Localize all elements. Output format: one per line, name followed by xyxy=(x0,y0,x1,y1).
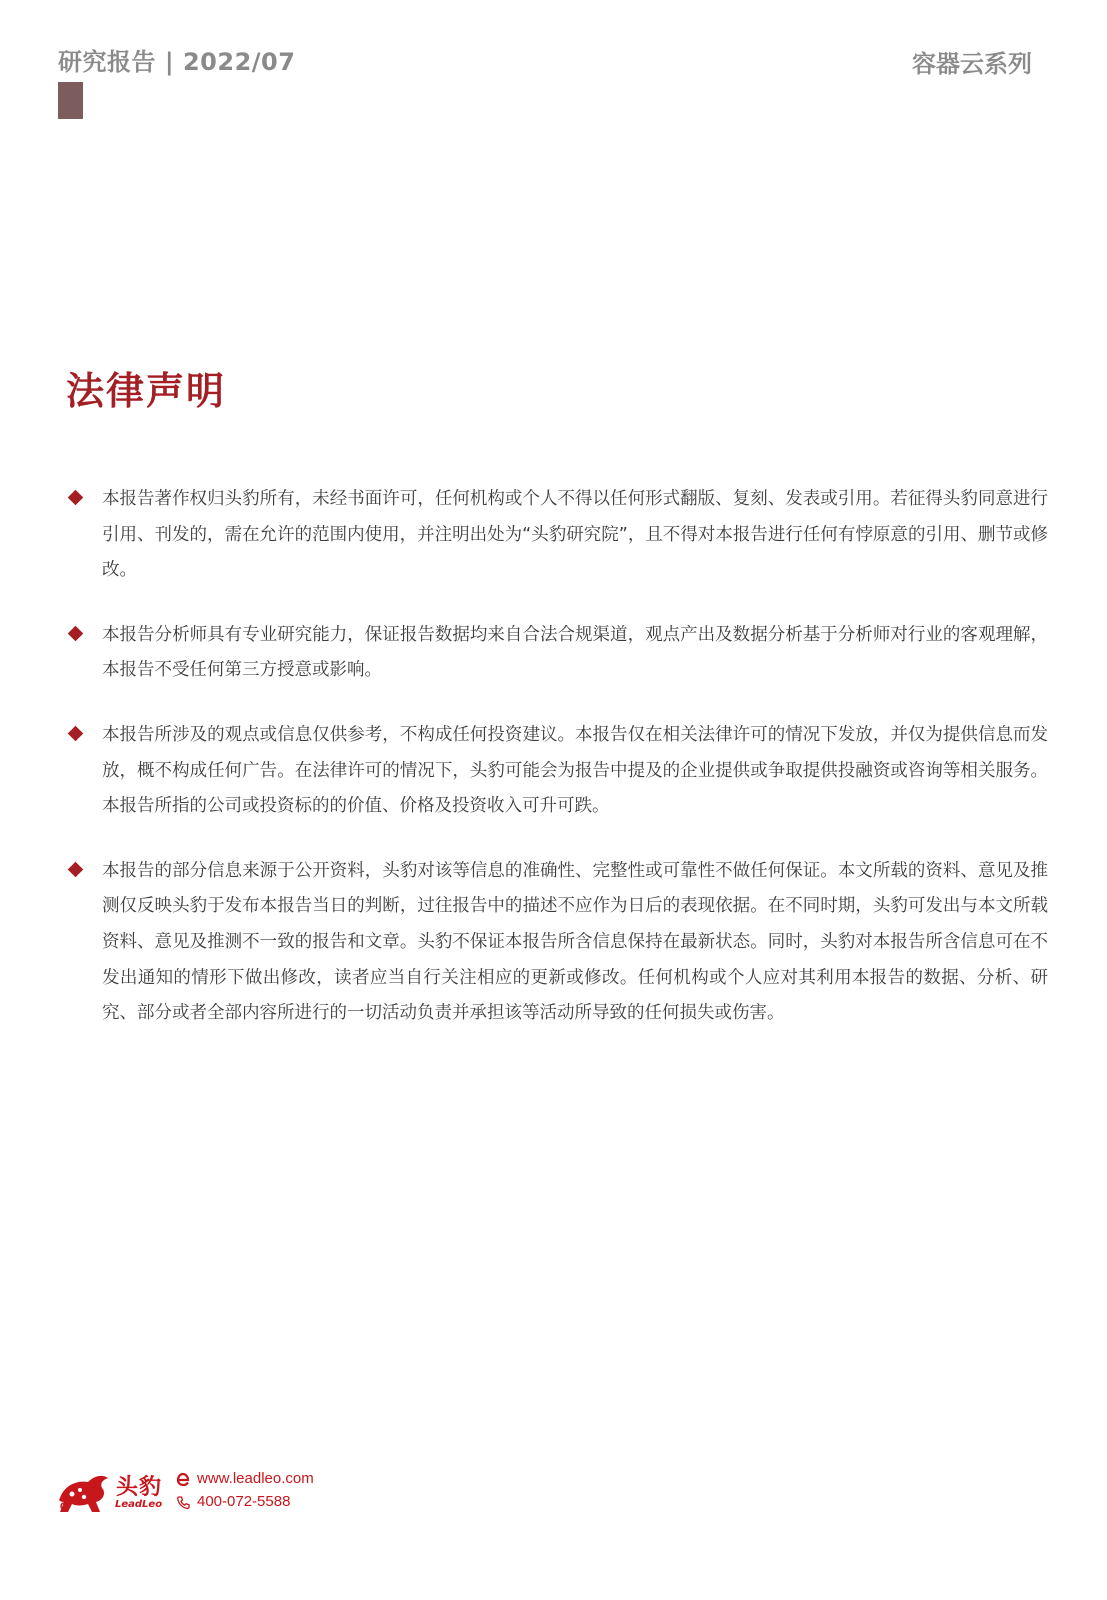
diamond-bullet-icon xyxy=(68,490,84,506)
list-item-text: 本报告所涉及的观点或信息仅供参考，不构成任何投资建议。本报告仅在相关法律许可的情况下发放，并仅为提供信息而发放，概不构成任何广告。在法律许可的情况下，头豹可能会为报告中提及的企业提供或争取提供投融资或咨询等相关服务。本报告所指的公司或投资标的的价值、价格及投资收入可升可跌。 xyxy=(102,724,1048,817)
phone-icon xyxy=(176,1495,191,1510)
list-item xyxy=(66,854,1048,1032)
diamond-bullet-icon xyxy=(68,626,84,642)
list-item-text: 本报告著作权归头豹所有，未经书面许可，任何机构或个人不得以任何形式翻版、复刻、发表或引用。若征得头豹同意进行引用、刊发的，需在允许的范围内使用，并注明出处为“头豹研究院”，且不得对本报告进行任何有悖原意的引用、删节或修改。 xyxy=(102,489,1048,581)
phone-number[interactable]: 400-072-5588 xyxy=(197,1493,291,1510)
brand-name-en: LeadLeo xyxy=(115,1499,163,1510)
brand-name-cn: 头豹 xyxy=(116,1475,163,1500)
header-report-date: 研究报告 | 2022/07 xyxy=(58,48,296,76)
list-item xyxy=(66,618,1048,689)
page-title: 法律声明 xyxy=(66,369,227,413)
header-accent-block xyxy=(58,82,83,119)
list-item xyxy=(66,718,1048,825)
leopard-logo-icon xyxy=(56,1472,110,1516)
list-item xyxy=(66,482,1048,589)
header-series-name: 容器云系列 xyxy=(912,50,1032,78)
diamond-bullet-icon xyxy=(68,861,84,877)
disclaimer-list xyxy=(66,482,1048,1061)
list-item-text: 本报告的部分信息来源于公开资料，头豹对该等信息的准确性、完整性或可靠性不做任何保证。本文所载的资料、意见及推测仅反映头豹于发布本报告当日的判断，过往报告中的描述不应作为日后的表现依据。在不同时期，头豹可发出与本文所载资料、意见及推测不一致的报告和文章。头豹不保证本报告所含信息保持在最新状态。同时，头豹对本报告所含信息可在不发出通知的情形下做出修改，读者应当自行关注相应的更新或修改。任何机构或个人应对其利用本报告的数据、分析、研究、部分或者全部内容所进行的一切活动负责并承担该等活动所导致的任何损失或伤害。 xyxy=(102,860,1048,1024)
diamond-bullet-icon xyxy=(68,726,84,742)
list-item-text: 本报告分析师具有专业研究能力，保证报告数据均来自合法合规渠道，观点产出及数据分析基于分析师对行业的客观理解，本报告不受任何第三方授意或影响。 xyxy=(102,624,1048,681)
web-e-icon xyxy=(176,1472,191,1487)
footer-brand xyxy=(56,1470,356,1520)
website-link[interactable]: www.leadleo.com xyxy=(197,1470,314,1487)
